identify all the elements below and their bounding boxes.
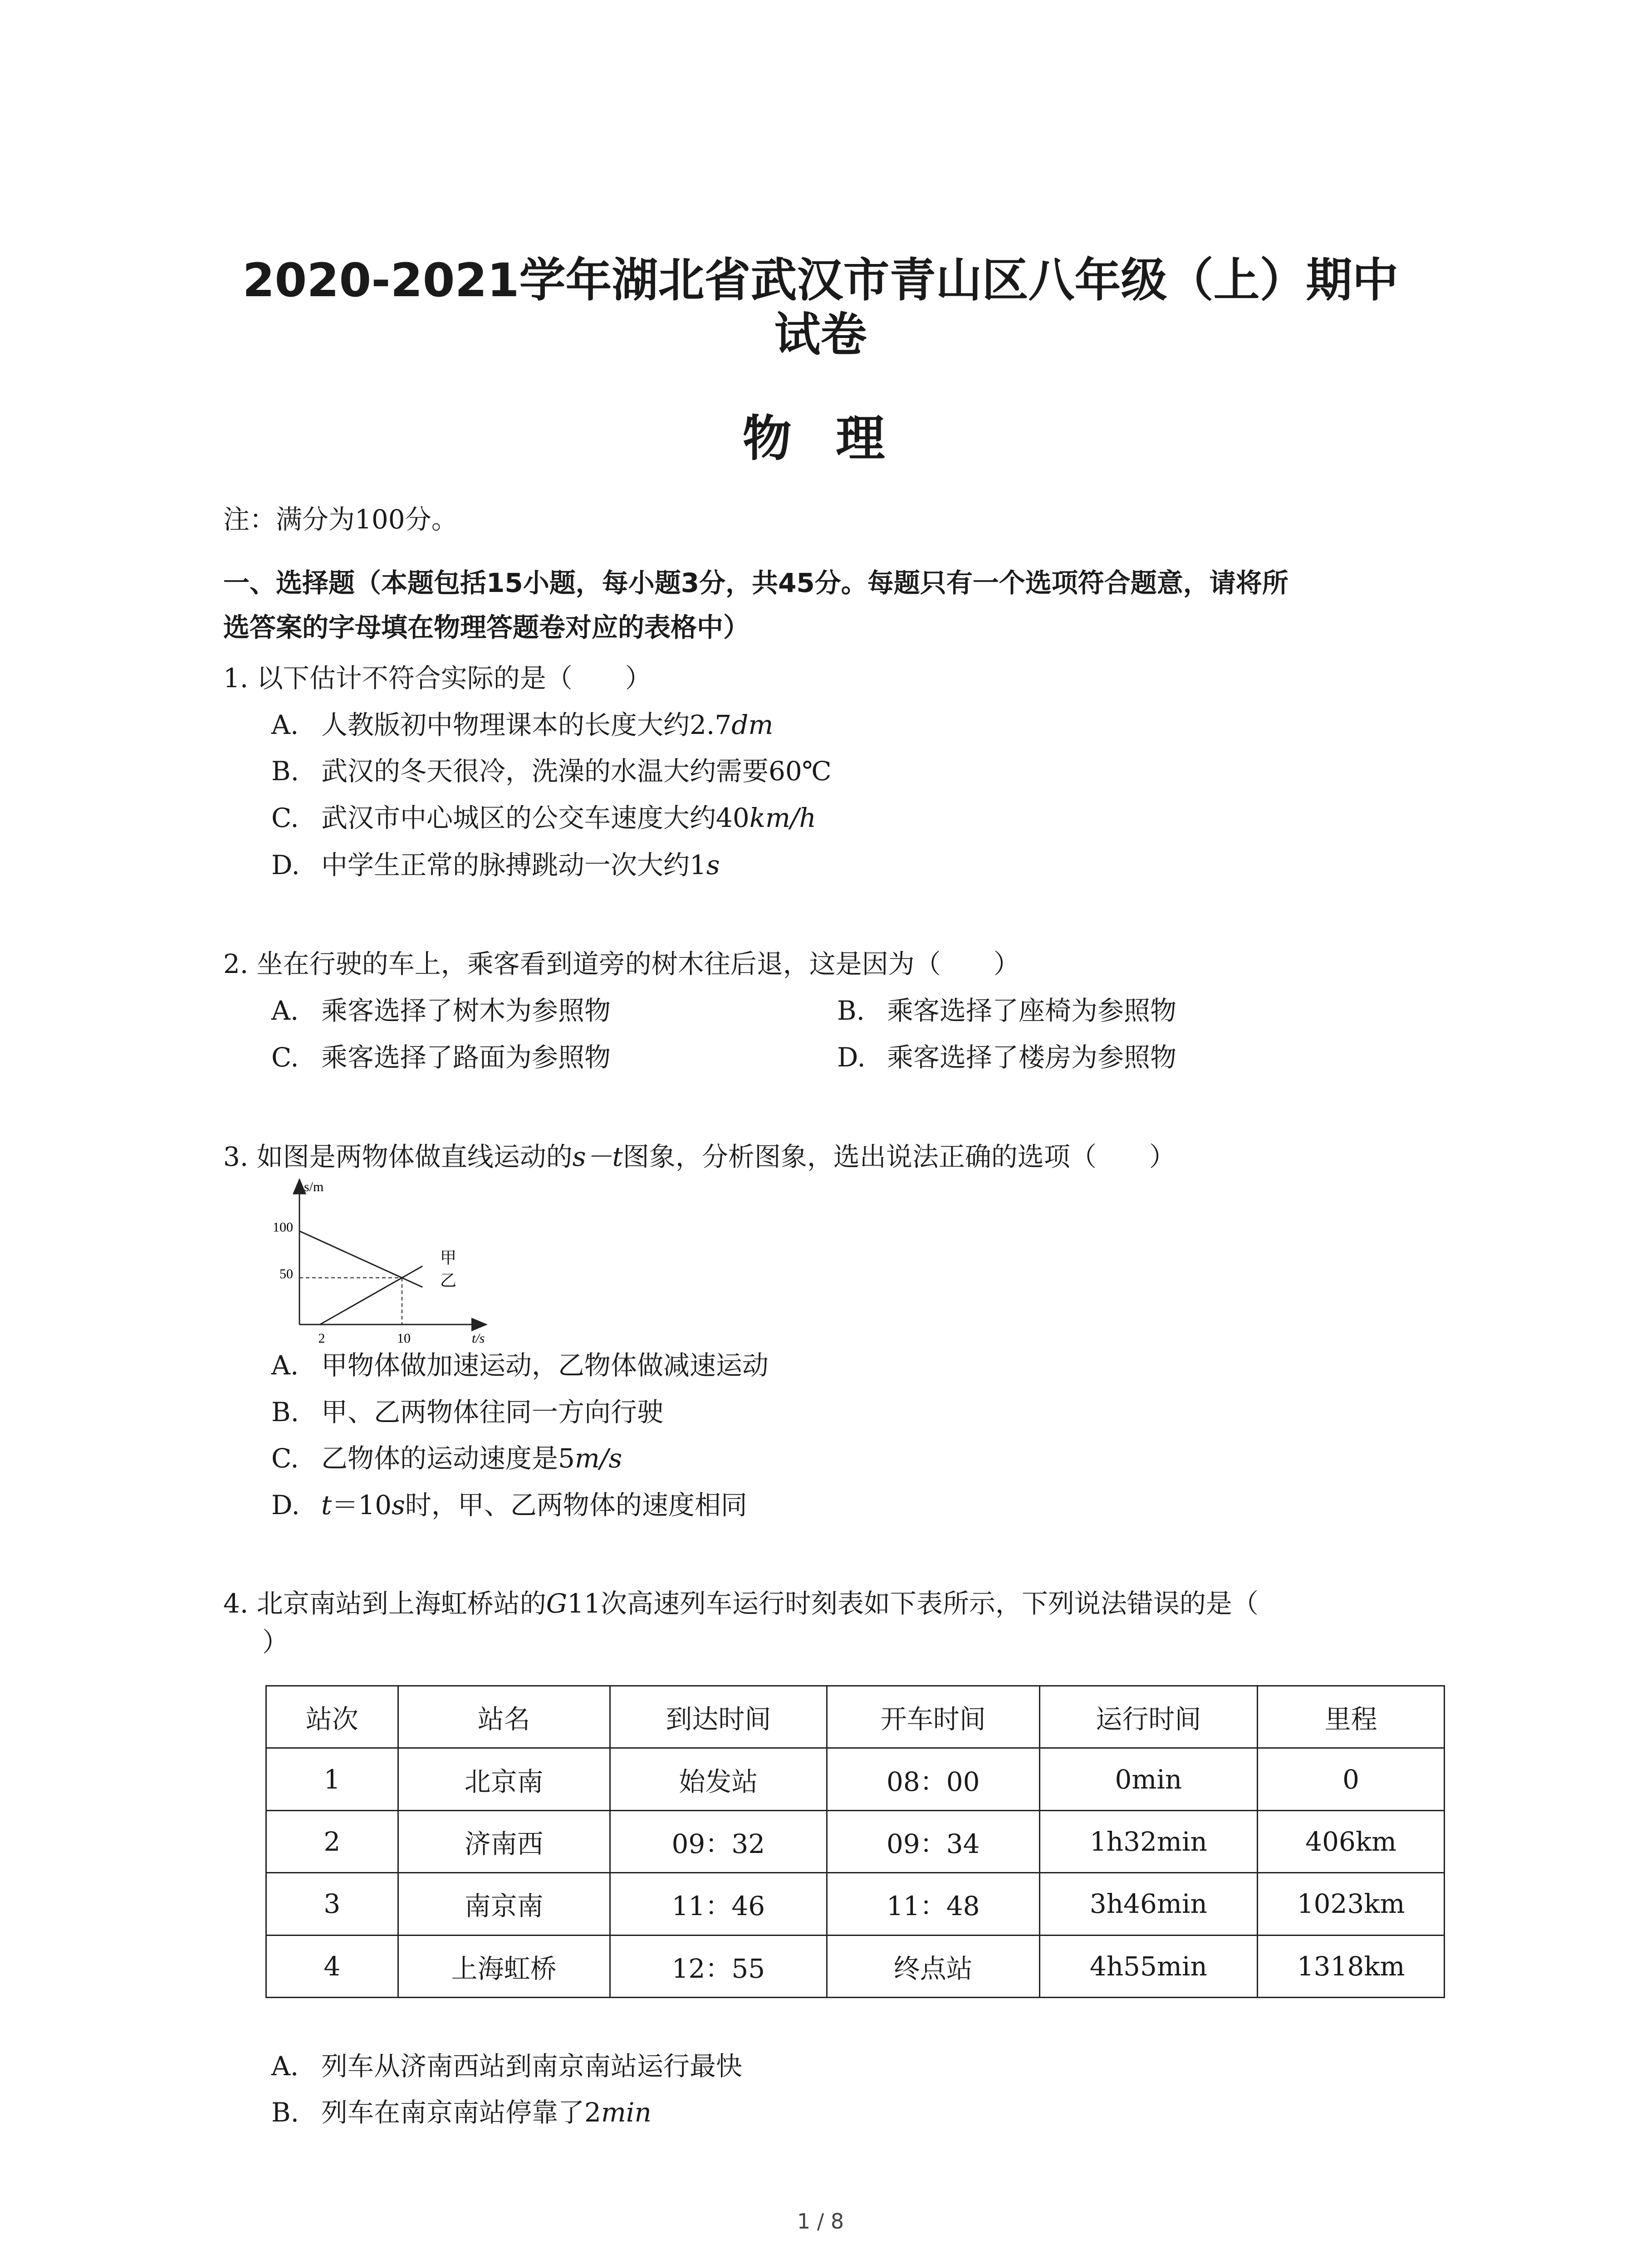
y-tick-100: 100 [273,1220,293,1235]
q3-option-a: A. 甲物体做加速运动，乙物体做减速运动 [271,1350,769,1381]
table-cell: 0min [1039,1748,1258,1810]
q1-stem: 1. 以下估计不符合实际的是（ ） [223,663,652,694]
table-cell: 4 [266,1935,398,1997]
table-cell: 1023km [1258,1873,1445,1935]
table-header-cell: 里程 [1258,1686,1445,1748]
train-timetable [265,1685,1445,1998]
section-heading-line2: 选答案的字母填在物理答题卷对应的表格中） [223,612,750,643]
exam-title-line2: 试卷 [774,308,867,362]
legend-jia: 甲 [440,1249,457,1267]
table-cell: 3h46min [1039,1873,1258,1935]
table-header-cell: 站次 [266,1686,398,1748]
table-cell: 上海虹桥 [398,1935,610,1997]
section-heading-line1: 一、选择题（本题包括15小题，每小题3分，共45分。每题只有一个选项符合题意，请将所 [223,567,1288,598]
table-cell: 1h32min [1039,1810,1258,1872]
table-cell: 11：46 [610,1873,827,1935]
table-cell: 1 [266,1748,398,1810]
table-cell: 南京南 [398,1873,610,1935]
table-header-cell: 站名 [398,1686,610,1748]
q1-option-b: B. 武汉的冬天很冷，洗澡的水温大约需要60℃ [271,756,832,787]
table-cell: 09：32 [610,1810,827,1872]
q2-option-a: A. 乘客选择了树木为参照物 [271,995,611,1026]
q3-stem: 3. 如图是两物体做直线运动的s－t图象，分析图象，选出说法正确的选项（ ） [223,1141,1176,1172]
table-header-cell: 到达时间 [610,1686,827,1748]
q3-option-b: B. 甲、乙两物体往同一方向行驶 [271,1397,664,1427]
table-cell: 4h55min [1039,1935,1258,1997]
q2-stem: 2. 坐在行驶的车上，乘客看到道旁的树木往后退，这是因为（ ） [223,948,1020,979]
q3-option-d: D. t＝10s时，甲、乙两物体的速度相同 [271,1490,747,1520]
series-line-1 [299,1231,422,1287]
table-cell: 08：00 [827,1748,1039,1810]
table-cell: 北京南 [398,1748,610,1810]
table-header-cell: 开车时间 [827,1686,1039,1748]
series-line-0 [320,1266,422,1325]
q1-option-d: D. 中学生正常的脉搏跳动一次大约1s [271,850,720,880]
q2-option-d: D. 乘客选择了楼房为参照物 [837,1042,1177,1073]
table-cell: 11：48 [827,1873,1039,1935]
y-tick-50: 50 [279,1266,293,1281]
table-cell: 3 [266,1873,398,1935]
table-row [266,1873,1445,1935]
table-cell: 2 [266,1810,398,1872]
st-graph [254,1175,508,1352]
q4-stem: 4. 北京南站到上海虹桥站的G11次高速列车运行时刻表如下表所示，下列说法错误的是（ [223,1588,1259,1619]
table-cell: 济南西 [398,1810,610,1872]
q2-option-b: B. 乘客选择了座椅为参照物 [837,995,1177,1026]
legend-yi: 乙 [440,1271,457,1290]
table-cell: 12：55 [610,1935,827,1997]
x-tick-2: 2 [318,1331,325,1346]
table-row [266,1810,1445,1872]
table-cell: 终点站 [827,1935,1039,1997]
y-axis-label: s/m [304,1179,324,1194]
x-axis-label: t/s [472,1331,485,1346]
q1-option-a: A. 人教版初中物理课本的长度大约2.7dm [271,709,774,740]
q1-option-c: C. 武汉市中心城区的公交车速度大约40km/h [271,802,816,833]
table-row [266,1748,1445,1810]
table-header-row [266,1686,1445,1748]
q4-stem-line2: ） [262,1627,289,1657]
table-cell: 始发站 [610,1748,827,1810]
table-cell: 1318km [1258,1935,1445,1997]
table-header-cell: 运行时间 [1039,1686,1258,1748]
subject-title: 物 理 [742,411,899,467]
q4-option-b: B. 列车在南京南站停靠了2min [271,2097,652,2128]
score-note: 注：满分为100分。 [223,504,458,535]
table-cell: 0 [1258,1748,1445,1810]
q3-option-c: C. 乙物体的运动速度是5m/s [271,1443,622,1474]
table-row [266,1935,1445,1997]
table-cell: 09：34 [827,1810,1039,1872]
table-cell: 406km [1258,1810,1445,1872]
exam-title-line1: 2020-2021学年湖北省武汉市青山区八年级（上）期中 [242,254,1399,308]
page-number: 1 / 8 [797,2209,844,2234]
x-tick-10: 10 [397,1331,411,1346]
q2-option-c: C. 乘客选择了路面为参照物 [271,1042,611,1073]
q4-option-a: A. 列车从济南西站到南京南站运行最快 [271,2051,743,2082]
